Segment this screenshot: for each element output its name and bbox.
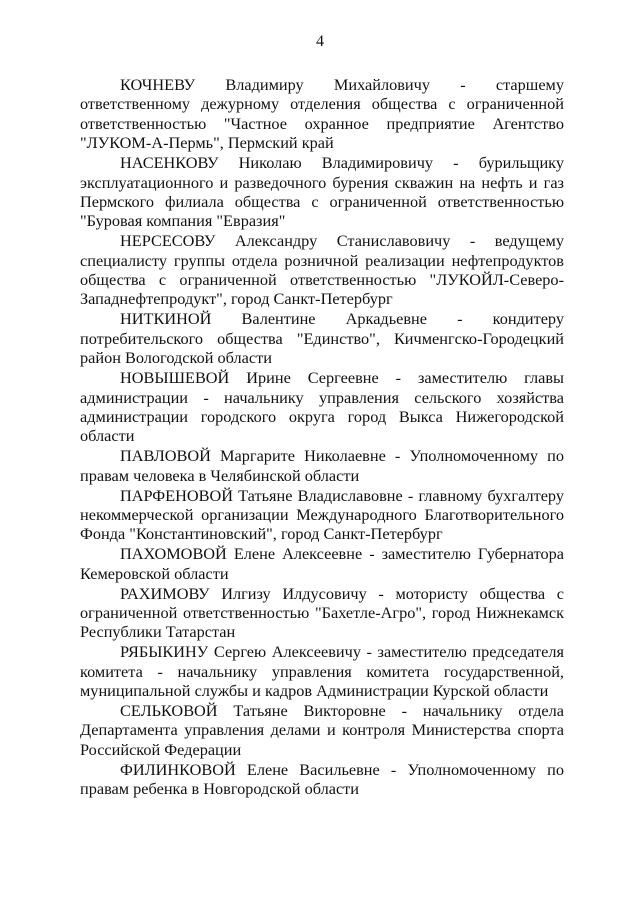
list-item: НОВЫШЕВОЙ Ирине Сергеевне - заместителю главы администрации - начальнику управления сельского хозяйства администрации городского округа город Выкса Нижегородской области <box>80 368 564 446</box>
award-list <box>80 75 564 799</box>
list-item: НИТКИНОЙ Валентине Аркадьевне - кондитеру потребительского общества "Единство", Кичменгско-Городецкий район Вологодской области <box>80 309 564 368</box>
list-item: ФИЛИНКОВОЙ Елене Васильевне - Уполномоченному по правам ребенка в Новгородской области <box>80 759 564 799</box>
list-item: ПАРФЕНОВОЙ Татьяне Владиславовне - главному бухгалтеру некоммерческой организации Международного Благотворительного Фонда "Константиновский", город Санкт-Петербург <box>80 485 564 544</box>
page-number: 4 <box>316 33 324 50</box>
list-item: ПАХОМОВОЙ Елене Алексеевне - заместителю Губернатора Кемеровской области <box>80 544 564 583</box>
list-item: КОЧНЕВУ Владимиру Михайловичу - старшему ответственному дежурному отделения общества с ограниченной ответственностью "Частное охранное предприятие Агентство "ЛУКОМ-А-Пермь", Пермский край <box>80 75 564 153</box>
list-item: ПАВЛОВОЙ Маргарите Николаевне - Уполномоченному по правам человека в Челябинской области <box>80 446 564 485</box>
list-item: РАХИМОВУ Илгизу Илдусовичу - мотористу общества с ограниченной ответственностью "Бахетле-Агро", город Нижнекамск Республики Татарстан <box>80 583 564 642</box>
list-item: РЯБЫКИНУ Сергею Алексеевичу - заместителю председателя комитета - начальнику управления комитета государственной, муниципальной службы и кадров Администрации Курской области <box>80 642 564 701</box>
list-item: НЕРСЕСОВУ Александру Станиславовичу - ведущему специалисту группы отдела розничной реализации нефтепродуктов общества с ограниченной ответственностью "ЛУКОЙЛ-Северо-Западнефтепродукт", город Санкт-Петербург <box>80 231 564 309</box>
list-item: НАСЕНКОВУ Николаю Владимировичу - бурильщику эксплуатационного и разведочного бурения скважин на нефть и газ Пермского филиала общества с ограниченной ответственностью "Буровая компания "Евразия" <box>80 153 564 231</box>
list-item: СЕЛЬКОВОЙ Татьяне Викторовне - начальнику отдела Департамента управления делами и контроля Министерства спорта Российской Федерации <box>80 701 564 759</box>
